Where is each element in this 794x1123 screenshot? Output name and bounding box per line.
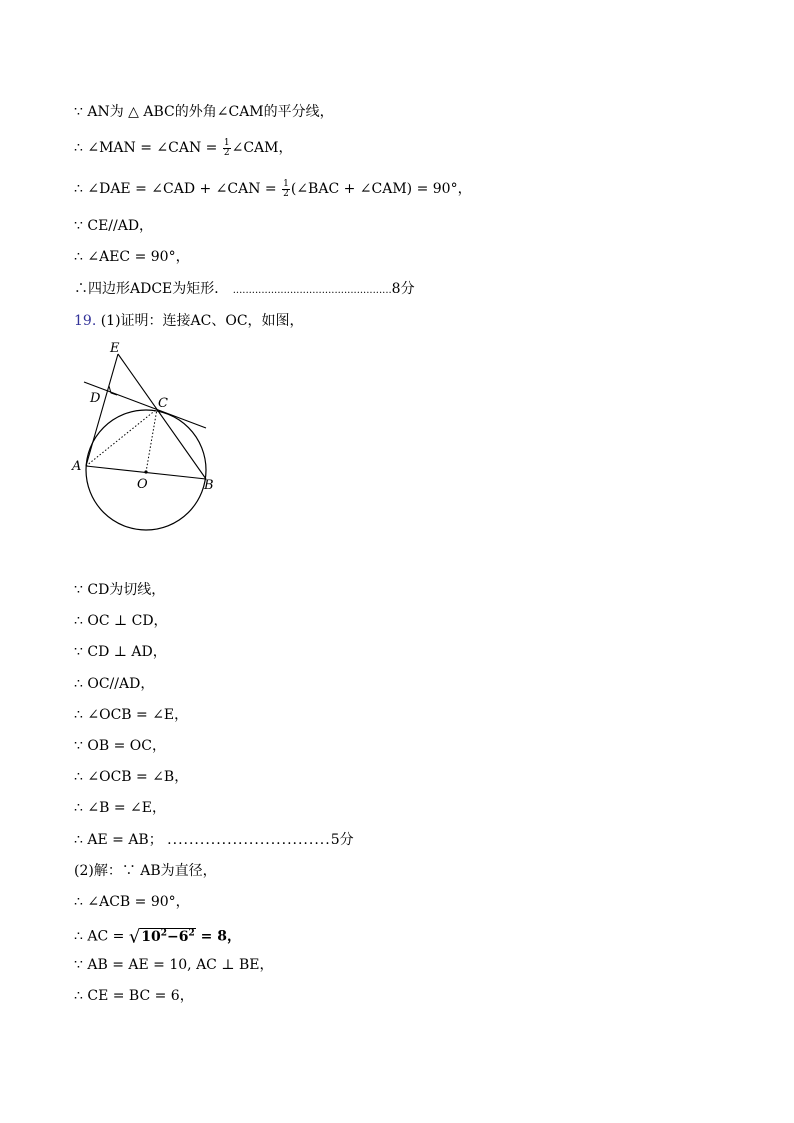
question-number: 19. — [74, 313, 97, 329]
step-b-e: ∴ ∠B = ∠E， — [74, 800, 166, 816]
step-oc-perp-cd: ∴ OC ⊥ CD， — [74, 613, 168, 629]
leader-dots: .................................................. — [232, 285, 392, 296]
score-8: 8分 — [391, 281, 415, 297]
label-e: E — [110, 341, 120, 356]
dotted-ac — [86, 409, 157, 466]
leader-dots: .............................. — [167, 832, 331, 848]
line-man-can-suffix: ∠CAM， — [231, 140, 293, 156]
fraction-half — [223, 139, 231, 158]
label-c: C — [158, 396, 168, 411]
line-ce-parallel-ad: ∵ CE//AD， — [74, 218, 154, 234]
label-a: A — [72, 459, 82, 474]
ac-prefix: ∴ AC = — [74, 928, 129, 945]
line-man-can — [74, 138, 292, 158]
radicand-base-a: 10 — [141, 928, 161, 945]
radicand-base-b: 6 — [178, 928, 189, 945]
line-rectangle-conclusion — [74, 279, 415, 301]
step-ocb-e: ∴ ∠OCB = ∠E， — [74, 707, 189, 723]
ac-suffix: = 8， — [195, 928, 242, 945]
line-man-can-prefix: ∴ ∠MAN = ∠CAN = — [74, 140, 222, 156]
circle-o — [86, 410, 206, 530]
step-ocb-b: ∴ ∠OCB = ∠B， — [74, 769, 189, 785]
label-o: O — [137, 477, 148, 492]
step-ce-bc-6: ∴ CE = BC = 6， — [74, 988, 194, 1004]
line-an-bisector: ∵ AN为 △ ABC的外角∠CAM的平分线， — [74, 104, 334, 120]
dotted-oc — [146, 409, 157, 472]
geometry-figure — [66, 336, 226, 536]
segment-ae — [86, 354, 118, 466]
fraction-numerator: 1 — [223, 137, 230, 148]
step-acb-90: ∴ ∠ACB = 90°， — [74, 894, 190, 910]
step-cd-perp-ad: ∵ CD ⊥ AD， — [74, 644, 167, 660]
tangent-line — [84, 382, 206, 428]
segment-eb — [118, 354, 206, 479]
ae-ab-text: ∴ AE = AB； — [74, 832, 163, 848]
part-2-header: (2)解：∵ AB为直径， — [74, 863, 217, 879]
step-ac-sqrt — [74, 923, 241, 948]
step-ob-oc: ∵ OB = OC， — [74, 738, 166, 754]
fraction-denominator: 2 — [283, 188, 289, 199]
radicand-exp-b: 2 — [188, 928, 195, 938]
line-dae-prefix: ∴ ∠DAE = ∠CAD + ∠CAN = — [74, 181, 282, 197]
step-ae-ab — [74, 830, 354, 850]
step-oc-parallel-ad: ∴ OC//AD， — [74, 676, 155, 692]
step-cd-tangent: ∵ CD为切线， — [74, 582, 166, 598]
question-19-header — [74, 311, 304, 331]
fraction-numerator: 1 — [283, 178, 289, 189]
rectangle-text: ∴四边形ADCE为矩形． — [74, 281, 229, 297]
label-d: D — [90, 391, 101, 406]
center-point — [144, 470, 147, 473]
line-dae-angle — [74, 179, 472, 199]
radicand — [140, 928, 196, 945]
line-aec-90: ∴ ∠AEC = 90°， — [74, 249, 190, 265]
step-ab-ae-10: ∵ AB = AE = 10, AC ⊥ BE， — [74, 957, 274, 973]
radicand-exp-a: 2 — [160, 928, 168, 938]
line-dae-suffix: (∠BAC + ∠CAM) = 90°， — [290, 181, 472, 197]
score-5: 5分 — [330, 832, 354, 848]
fraction-half — [282, 180, 290, 199]
radicand-minus: − — [167, 928, 179, 945]
question-19-text: (1)证明：连接AC、OC，如图， — [100, 313, 304, 329]
square-root — [129, 923, 196, 948]
radical-sign-icon: √ — [128, 926, 141, 948]
fraction-denominator: 2 — [223, 147, 230, 158]
label-b: B — [204, 478, 214, 493]
